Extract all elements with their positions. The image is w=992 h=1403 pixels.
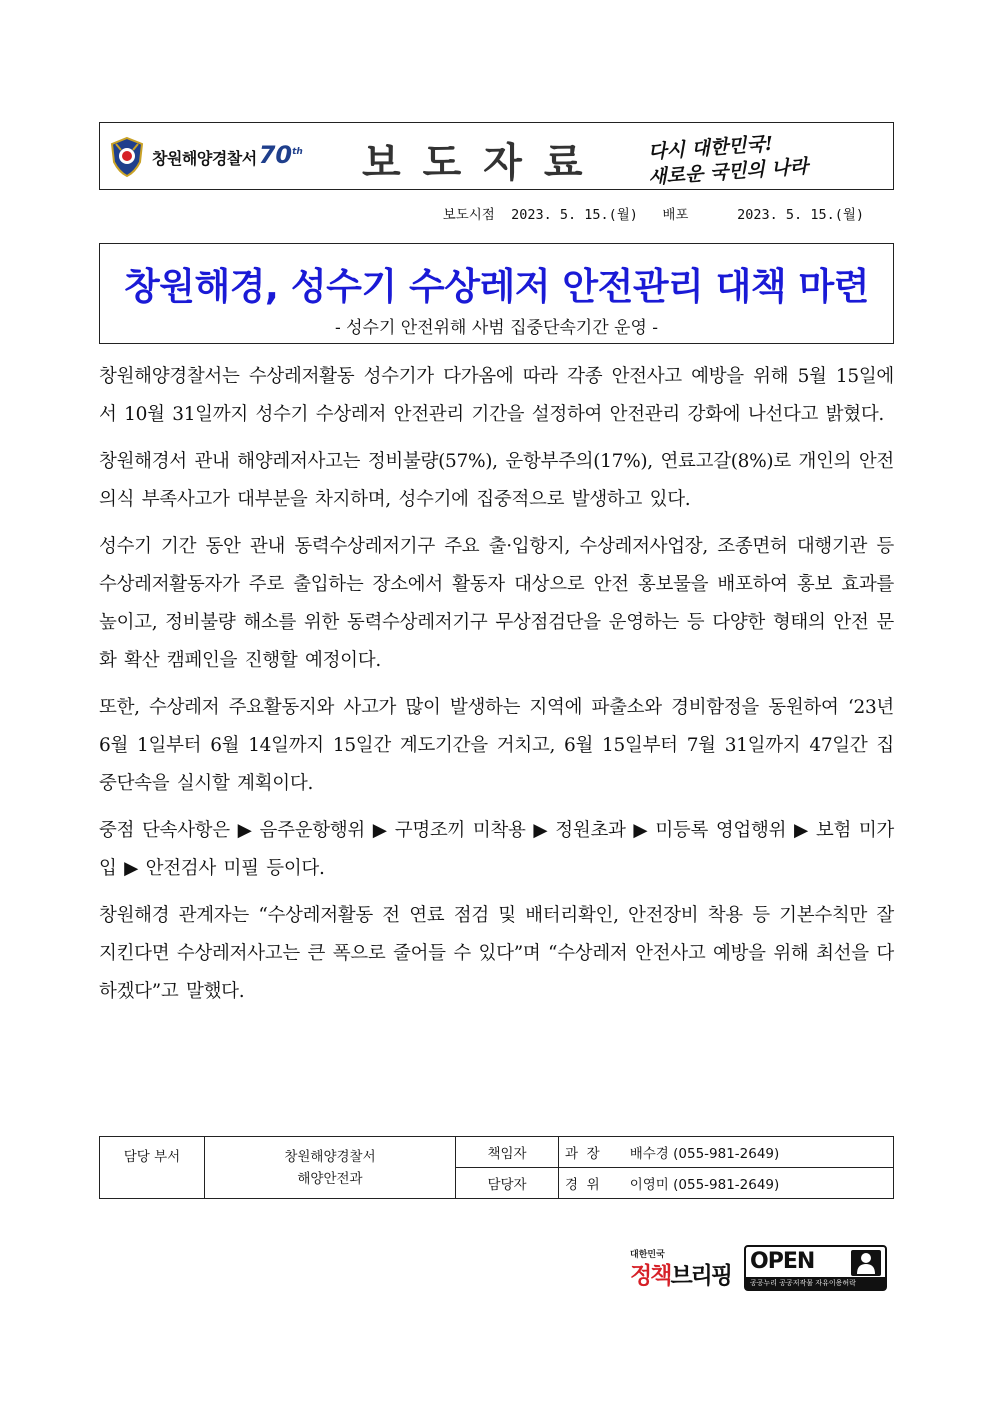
- staff-label: 담당자: [456, 1168, 559, 1199]
- paragraph: 창원해경 관계자는 “수상레저활동 전 연료 점검 및 배터리확인, 안전장비 착용 등 기본수칙만 잘 지킨다면 수상레저사고는 큰 폭으로 줄어들 수 있다”며 “수상레저 안전사고 예방을 위해 최선을 다 하겠다”고 말했다.: [99, 905, 894, 1002]
- coast-guard-emblem-icon: [108, 136, 146, 178]
- footer-logos: [630, 1243, 890, 1293]
- slogan: [647, 132, 880, 189]
- chief-label: 책임자: [456, 1137, 559, 1168]
- kogl-open-badge: OPEN 공공누리 공공저작물 자유이용허락: [744, 1245, 887, 1291]
- agency-name: 창원해양경찰서: [152, 148, 257, 168]
- release-date-line: 보도시점 2023. 5. 15.(월) 배포 2023. 5. 15.(월): [442, 207, 864, 223]
- paragraph: 성수기 기간 동안 관내 동력수상레저기구 주요 출·입항지, 수상레저사업장, 조종면허 대행기관 등 수상레저활동자가 주로 출입하는 장소에서 활동자 대상으로 안전 홍보물을 배포하여 홍보 효과를 높이고, 정비불량 해소를 위한 동력수상레저기구 무상점검단을 운영하는 등 다양한 형태의 안전 문화 확산 캠페인을 진행할 예정이다.: [99, 536, 894, 671]
- agency-logo: [108, 135, 303, 179]
- dept-name: 창원해양경찰서 해양안전과: [205, 1137, 456, 1199]
- paragraph: 창원해양경찰서는 수상레저활동 성수기가 다가옴에 따라 각종 안전사고 예방을 위해 5월 15일에서 10월 31일까지 성수기 수상레저 안전관리 기간을 설정하여 안전관리 강화에 나선다고 밝혔다.: [99, 366, 894, 425]
- paragraph: 중점 단속사항은 ▶ 음주운항행위 ▶ 구명조끼 미착용 ▶ 정원초과 ▶ 미등록 영업행위 ▶ 보험 미가입 ▶ 안전검사 미필 등이다.: [99, 820, 894, 879]
- press-header: [99, 122, 894, 190]
- slogan-line-1: 다시 대한민국!: [647, 132, 774, 164]
- article-body: [99, 358, 894, 1020]
- paragraph: 창원해경서 관내 해양레저사고는 정비불량(57%), 운항부주의(17%), 연료고갈(8%)로 개인의 안전 의식 부족사고가 대부분을 차지하며, 성수기에 집중적으로 발생하고 있다.: [99, 451, 894, 510]
- chief-value: 과 장 배수경 (055-981-2649): [559, 1137, 894, 1168]
- headline: 창원해경, 성수기 수상레저 안전관리 대책 마련: [123, 265, 870, 308]
- policy-briefing-logo: 대한민국 정책브리핑: [630, 1250, 732, 1289]
- attribution-person-icon: [851, 1250, 881, 1276]
- subheadline: - 성수기 안전위해 사범 집중단속기간 운영 -: [334, 318, 659, 338]
- slogan-line-2: 새로운 국민의 나라: [647, 155, 809, 189]
- staff-value: 경 위 이영미 (055-981-2649): [559, 1168, 894, 1199]
- press-release-title: 보도자료: [362, 140, 605, 186]
- contact-table: [99, 1136, 894, 1199]
- dept-label: 담당 부서: [100, 1137, 205, 1199]
- headline-box: [99, 243, 894, 344]
- paragraph: 또한, 수상레저 주요활동지와 사고가 많이 발생하는 지역에 파출소와 경비함정을 동원하여 ‘23년 6월 1일부터 6월 14일까지 15일간 계도기간을 거치고, 6월 15일부터 7월 31일까지 47일간 집중단속을 실시할 계획이다.: [99, 697, 894, 794]
- anniversary-mark: 70th: [258, 141, 303, 169]
